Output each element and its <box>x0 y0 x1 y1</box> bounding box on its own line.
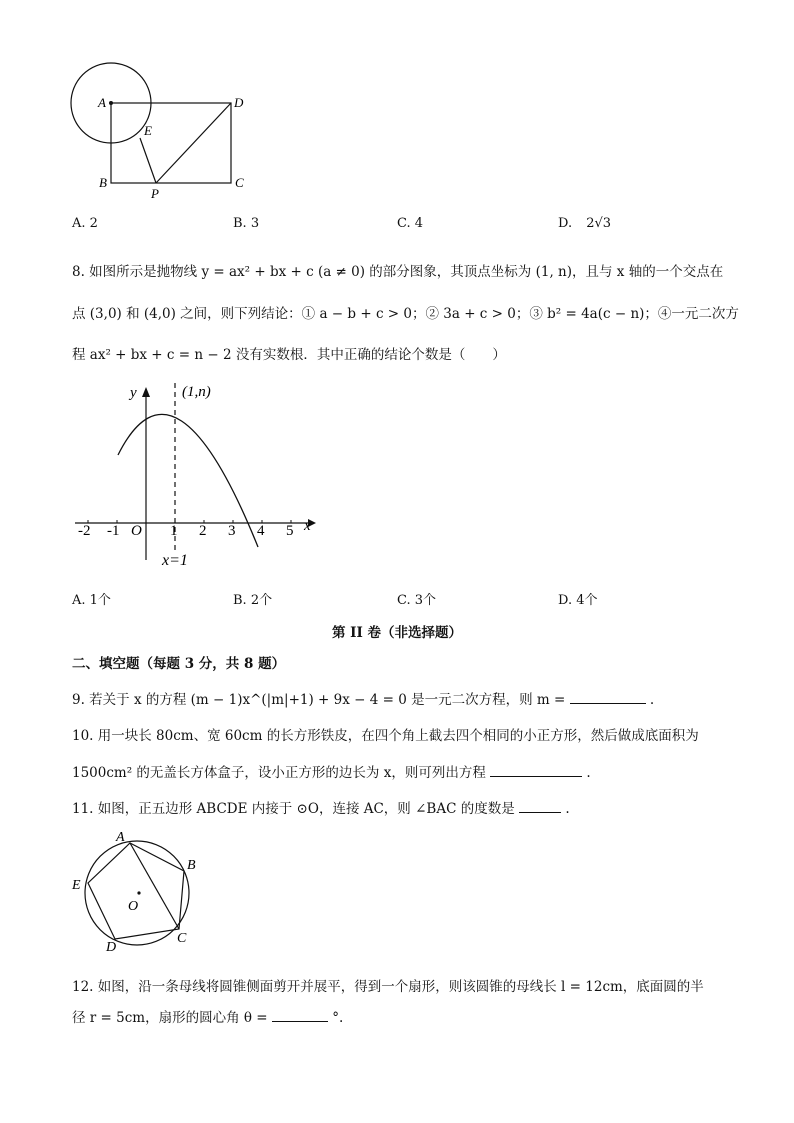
q10-line-2 <box>72 761 591 781</box>
q11-label-o: O <box>128 899 139 914</box>
part2-title: 第 II 卷（非选择题） <box>331 625 463 641</box>
q9-prompt: 9. 若关于 x 的方程 (m − 1)x^(|m|+1) + 9x − 4 = 0 是一元二次方程，则 m = <box>72 692 566 708</box>
q11-end: . <box>565 801 570 817</box>
q7-label-e: E <box>144 123 152 138</box>
q9-answer-blank[interactable] <box>570 691 646 704</box>
q12-prompt: 径 r = 5cm，扇形的圆心角 θ = <box>72 1010 268 1026</box>
q7-option-d-value: 2√3 <box>586 216 612 231</box>
q8-tick-label-5: 5 <box>286 523 294 539</box>
q8-tick-label-neg2: -2 <box>78 523 91 539</box>
q10-line-1: 10. 用一块长 80cm、宽 60cm 的长方形铁皮，在四个角上截去四个相同的小正方形，然后做成底面积为 <box>72 728 699 744</box>
q8-line-3: 程 ax² + bx + c = n − 2 没有实数根．其中正确的结论个数是（ ） <box>72 347 506 363</box>
q7-point-a <box>109 101 113 105</box>
q8-y-label: y <box>130 385 137 401</box>
q7-option-d-label: D. <box>558 216 573 231</box>
q12-line-2 <box>72 1006 343 1026</box>
q8-tick-label-3: 3 <box>228 523 236 539</box>
q11-label-e: E <box>72 878 81 893</box>
q11-center-point <box>137 891 140 894</box>
q8-y-axis-arrow <box>142 387 150 397</box>
q8-vertex-label: (1,n) <box>182 384 211 400</box>
q11-answer-blank[interactable] <box>519 800 561 813</box>
q8-option-c[interactable]: C. 3个 <box>397 593 437 608</box>
q8-graph <box>70 375 330 575</box>
q11-label-c: C <box>177 931 187 946</box>
q11-text <box>72 797 570 817</box>
q8-line-1: 8. 如图所示是抛物线 y = ax² + bx + c (a ≠ 0) 的部分图象，其顶点坐标为 (1, n)，且与 x 轴的一个交点在 <box>72 264 724 280</box>
q11-figure <box>66 825 206 955</box>
q8-symmetry-label: x=1 <box>162 552 188 569</box>
q12-line-1: 12. 如图，沿一条母线将圆锥侧面剪开并展平，得到一个扇形，则该圆锥的母线长 l = 12cm，底面圆的半 <box>72 979 704 995</box>
q11-pentagon <box>88 843 184 939</box>
q11-label-d: D <box>106 940 117 955</box>
q7-option-b[interactable]: B. 3 <box>233 216 260 231</box>
q8-origin-label: O <box>131 523 142 539</box>
q8-tick-label-neg1: -1 <box>107 523 120 539</box>
q9-text <box>72 688 654 708</box>
q11-label-a: A <box>116 830 125 845</box>
q7-option-a[interactable]: A. 2 <box>72 216 98 231</box>
q7-label-b: B <box>99 175 107 190</box>
q7-option-c[interactable]: C. 4 <box>397 216 424 231</box>
q7-label-a: A <box>98 95 106 110</box>
q7-segment-pe <box>140 138 156 183</box>
q8-x-label: x <box>304 518 311 534</box>
q7-label-c: C <box>235 175 244 190</box>
q12-end: °. <box>332 1010 344 1026</box>
q8-option-b[interactable]: B. 2个 <box>233 593 273 608</box>
q8-tick-label-1: 1 <box>170 523 178 539</box>
q8-option-a[interactable]: A. 1个 <box>72 593 111 608</box>
q8-line-2: 点 (3,0) 和 (4,0) 之间，则下列结论：① a − b + c > 0；② 3a + c > 0；③ b² = 4a(c − n)；④一元二次方 <box>72 306 739 322</box>
q10-answer-blank[interactable] <box>490 764 582 777</box>
q7-rectangle <box>111 103 231 183</box>
q8-tick-label-4: 4 <box>257 523 265 539</box>
q7-label-d: D <box>234 95 244 110</box>
q10-prompt: 1500cm² 的无盖长方体盒子，设小正方形的边长为 x，则可列出方程 <box>72 765 486 781</box>
q7-segment-pd <box>156 103 231 183</box>
q10-end: . <box>586 765 591 781</box>
q8-tick-label-2: 2 <box>199 523 207 539</box>
q12-answer-blank[interactable] <box>272 1009 328 1022</box>
q7-label-p: P <box>151 186 159 201</box>
q7-option-d[interactable] <box>558 216 611 231</box>
section2-heading: 二、填空题（每题 3 分，共 8 题） <box>72 656 286 672</box>
q11-label-b: B <box>187 858 196 873</box>
q9-end: . <box>649 692 655 708</box>
q11-prompt: 11. 如图，正五边形 ABCDE 内接于 ⊙O，连接 AC，则 ∠BAC 的度数是 <box>72 801 515 817</box>
q8-option-d[interactable]: D. 4个 <box>558 593 598 608</box>
q7-figure <box>60 60 260 205</box>
